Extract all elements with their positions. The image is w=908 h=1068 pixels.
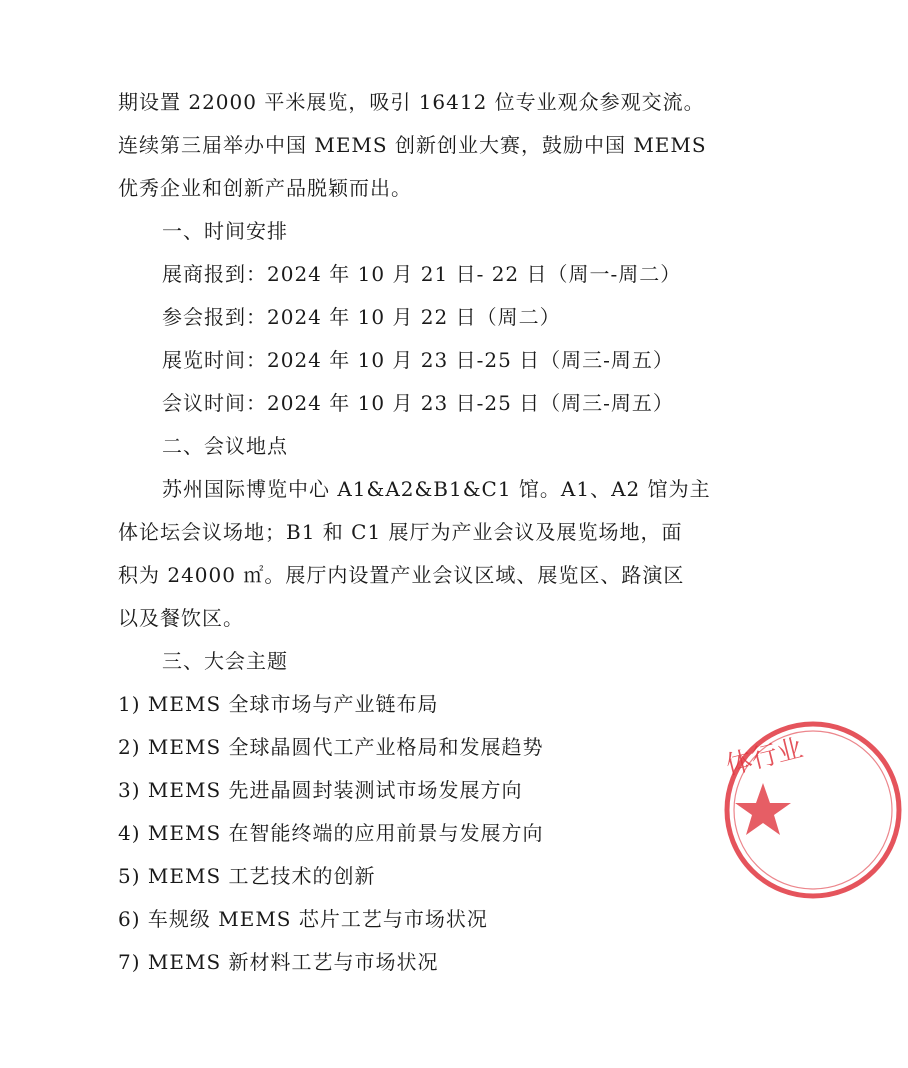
venue-line-4: 以及餐饮区。 [118,606,244,630]
schedule-item: 会议时间：2024 年 10 月 23 日-25 日（周三-周五） [162,391,674,415]
schedule-item: 展商报到：2024 年 10 月 21 日- 22 日（周一-周二） [162,262,682,286]
intro-line-1: 期设置 22000 平米展览，吸引 16412 位专业观众参观交流。 [118,90,705,114]
venue-line-3: 积为 24000 ㎡。展厅内设置产业会议区域、展览区、路演区 [118,563,685,587]
venue-line-2: 体论坛会议场地；B1 和 C1 展厅为产业会议及展览场地，面 [118,520,683,544]
official-seal-stamp [718,715,908,905]
seal-text: 体行业 [723,733,807,782]
section-heading-schedule: 一、时间安排 [162,219,288,243]
schedule-item: 展览时间：2024 年 10 月 23 日-25 日（周三-周五） [162,348,674,372]
intro-line-2: 连续第三届举办中国 MEMS 创新创业大赛，鼓励中国 MEMS [118,133,707,157]
theme-item: 1) MEMS 全球市场与产业链布局 [118,692,439,716]
theme-item: 5) MEMS 工艺技术的创新 [118,864,376,888]
theme-item: 4) MEMS 在智能终端的应用前景与发展方向 [118,821,544,845]
intro-line-3: 优秀企业和创新产品脱颖而出。 [118,176,412,200]
section-heading-venue: 二、会议地点 [162,434,288,458]
schedule-item: 参会报到：2024 年 10 月 22 日（周二） [162,305,561,329]
venue-line-1: 苏州国际博览中心 A1&A2&B1&C1 馆。A1、A2 馆为主 [162,477,711,501]
theme-item: 7) MEMS 新材料工艺与市场状况 [118,950,439,974]
section-heading-themes: 三、大会主题 [162,649,288,673]
theme-item: 3) MEMS 先进晶圆封装测试市场发展方向 [118,778,523,802]
theme-item: 6) 车规级 MEMS 芯片工艺与市场状况 [118,907,488,931]
seal-star-icon [735,783,791,835]
theme-item: 2) MEMS 全球晶圆代工产业格局和发展趋势 [118,735,544,759]
